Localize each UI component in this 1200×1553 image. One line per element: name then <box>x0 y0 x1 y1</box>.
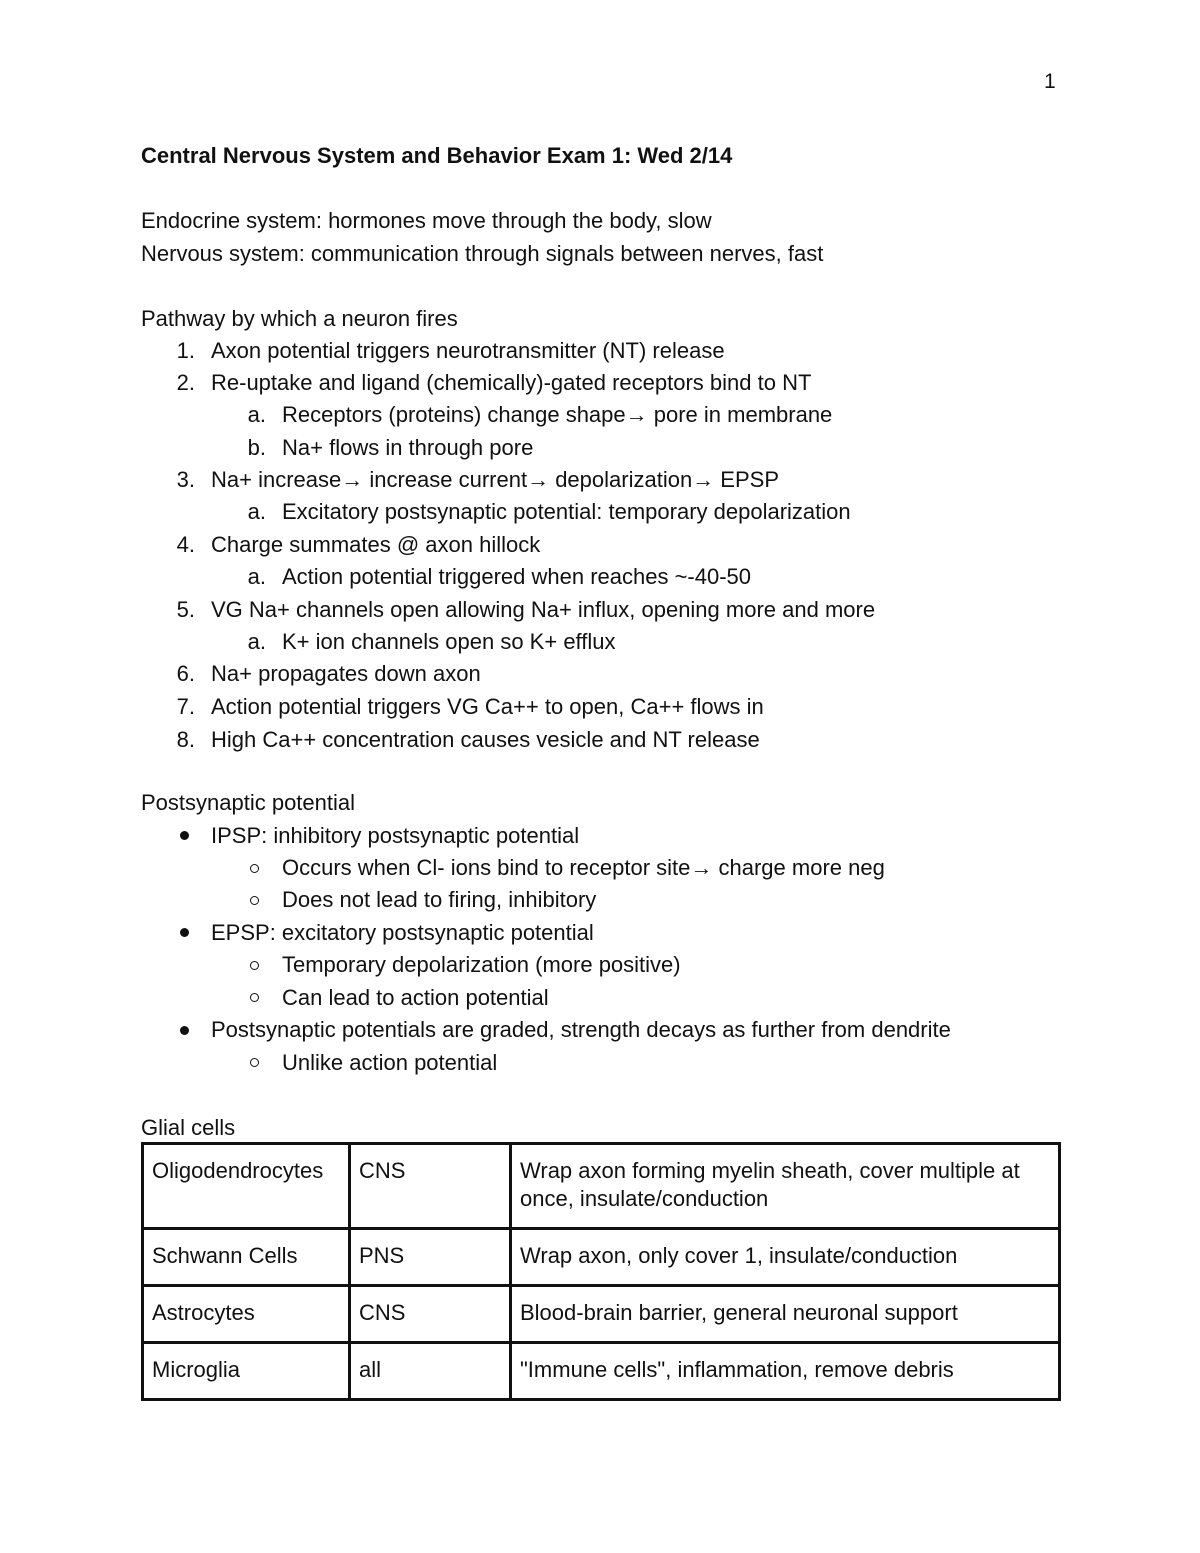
intro-endocrine: Endocrine system: hormones move through the body, slow <box>141 208 712 233</box>
table-cell: all <box>350 1343 511 1400</box>
glial-heading: Glial cells <box>141 1115 236 1140</box>
list-item: Occurs when Cl- ions bind to receptor site→ charge more neg <box>282 855 885 880</box>
list-marker: 2. <box>176 370 195 395</box>
pathway-heading: Pathway by which a neuron fires <box>141 306 458 331</box>
list-item: Unlike action potential <box>282 1050 498 1075</box>
bullet-circle-icon <box>250 864 259 873</box>
list-item: Postsynaptic potentials are graded, strength decays as further from dendrite <box>211 1017 951 1042</box>
table-cell: PNS <box>350 1229 511 1286</box>
list-item: Can lead to action potential <box>282 985 549 1010</box>
bullet-circle-icon <box>250 993 259 1002</box>
list-item: Re-uptake and ligand (chemically)-gated receptors bind to NT <box>211 370 812 395</box>
table-cell: Wrap axon forming myelin sheath, cover multiple at once, insulate/conduction <box>511 1144 1060 1229</box>
list-marker: 4. <box>176 532 195 557</box>
list-marker: a. <box>247 564 266 589</box>
list-marker: 6. <box>176 661 195 686</box>
page-title: Central Nervous System and Behavior Exam 1: Wed 2/14 <box>141 143 733 168</box>
list-marker: b. <box>247 435 266 460</box>
postsynaptic-heading: Postsynaptic potential <box>141 790 356 815</box>
table-cell: Microglia <box>143 1343 350 1400</box>
list-item: Axon potential triggers neurotransmitter (NT) release <box>211 338 725 363</box>
table-cell: Blood-brain barrier, general neuronal support <box>511 1286 1060 1343</box>
list-item: Action potential triggered when reaches ~-40-50 <box>282 564 752 589</box>
list-item: K+ ion channels open so K+ efflux <box>282 629 616 654</box>
bullet-icon <box>180 831 189 840</box>
table-row <box>143 1229 1060 1286</box>
table-cell: Astrocytes <box>143 1286 350 1343</box>
list-marker: 5. <box>176 597 195 622</box>
bullet-circle-icon <box>250 961 259 970</box>
table-cell: "Immune cells", inflammation, remove debris <box>511 1343 1060 1400</box>
table-row <box>143 1286 1060 1343</box>
list-marker: 1. <box>176 338 195 363</box>
list-marker: a. <box>247 499 266 524</box>
list-item: EPSP: excitatory postsynaptic potential <box>211 920 594 945</box>
list-item: IPSP: inhibitory postsynaptic potential <box>211 823 580 848</box>
page-number: 1 <box>1044 70 1056 93</box>
list-item: Receptors (proteins) change shape→ pore in membrane <box>282 402 833 427</box>
glial-cells-table <box>141 1142 1061 1401</box>
list-marker: 8. <box>176 727 195 752</box>
list-item: High Ca++ concentration causes vesicle and NT release <box>211 727 760 752</box>
list-marker: 3. <box>176 467 195 492</box>
table-cell: Schwann Cells <box>143 1229 350 1286</box>
table-cell: Oligodendrocytes <box>143 1144 350 1229</box>
list-item: Na+ propagates down axon <box>211 661 481 686</box>
list-item: Charge summates @ axon hillock <box>211 532 541 557</box>
bullet-circle-icon <box>250 896 259 905</box>
list-marker: a. <box>247 402 266 427</box>
table-row <box>143 1343 1060 1400</box>
list-marker: a. <box>247 629 266 654</box>
list-marker: 7. <box>176 694 195 719</box>
list-item: Action potential triggers VG Ca++ to open, Ca++ flows in <box>211 694 764 719</box>
list-item: Does not lead to firing, inhibitory <box>282 887 597 912</box>
intro-nervous: Nervous system: communication through signals between nerves, fast <box>141 241 824 266</box>
bullet-icon <box>180 928 189 937</box>
list-item: Na+ flows in through pore <box>282 435 534 460</box>
bullet-icon <box>180 1026 189 1035</box>
table-row <box>143 1144 1060 1229</box>
table-cell: CNS <box>350 1144 511 1229</box>
list-item: Temporary depolarization (more positive) <box>282 952 681 977</box>
table-cell: CNS <box>350 1286 511 1343</box>
table-cell: Wrap axon, only cover 1, insulate/conduction <box>511 1229 1060 1286</box>
bullet-circle-icon <box>250 1058 259 1067</box>
list-item: VG Na+ channels open allowing Na+ influx, opening more and more <box>211 597 876 622</box>
list-item: Excitatory postsynaptic potential: temporary depolarization <box>282 499 851 524</box>
list-item: Na+ increase→ increase current→ depolarization→ EPSP <box>211 467 779 492</box>
